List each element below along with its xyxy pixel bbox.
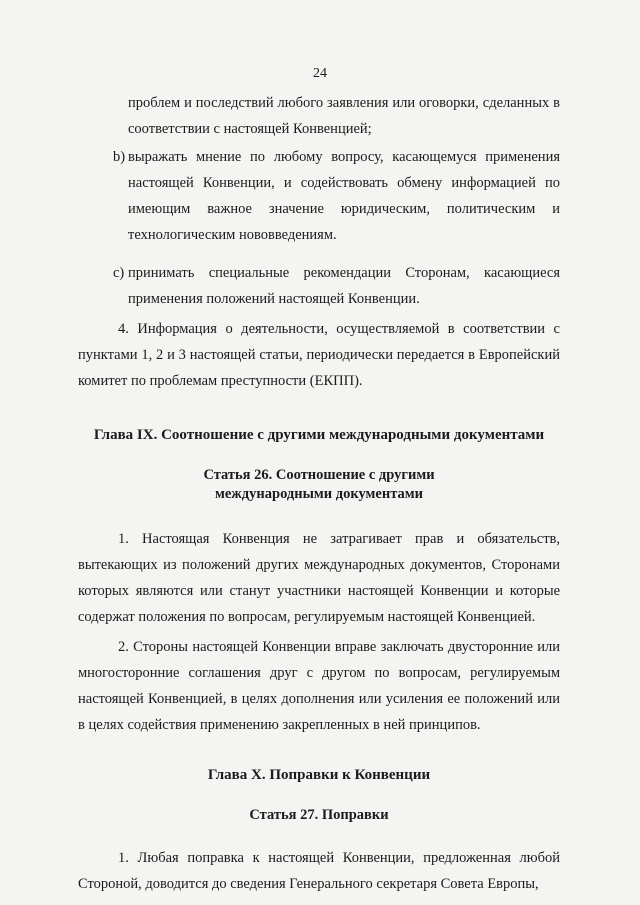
article-26-subtitle: международными документами	[214, 486, 424, 502]
list-item-text: выражать мнение по любому вопросу, касающемуся применения настоящей Конвенции, и содействовать обмену информацией по имеющим важное значение юридическим, политическим и технологическим нововведениям.	[128, 149, 560, 243]
article-26-title: Статья 26. Соотношение с другими	[203, 467, 435, 483]
list-item-text: принимать специальные рекомендации Сторонам, касающиеся применения положений настоящей Конвенции.	[128, 265, 560, 307]
item-continuation: проблем и последствий любого заявления или оговорки, сделанных в соответствии с настоящей Конвенцией;	[128, 95, 560, 137]
chapter-9-heading: Глава IX. Соотношение с другими международными документами	[93, 427, 545, 443]
page-content	[78, 90, 560, 897]
list-marker: c)	[113, 265, 125, 281]
list-item-c	[78, 260, 560, 312]
article-26-paragraph-1: 1. Настоящая Конвенция не затрагивает прав и обязательств, вытекающих из положений других международных документов, Сторонами которых являются или станут участники настоящей Конвенции и которые содержат положения по вопросам, регулируемым настоящей Конвенцией.	[78, 531, 560, 625]
article-26-paragraph-2: 2. Стороны настоящей Конвенции вправе заключать двусторонние или многосторонние соглашения друг с другом по вопросам, регулируемым настоящей Конвенцией, в целях дополнения или усиления ее положений или в целях содействия применению закрепленных в ней принципов.	[78, 639, 560, 733]
chapter-10-heading: Глава X. Поправки к Конвенции	[207, 767, 431, 783]
list-item-b	[78, 144, 560, 248]
article-27-paragraph-1: 1. Любая поправка к настоящей Конвенции, предложенная любой Стороной, доводится до сведения Генерального секретаря Совета Европы,	[78, 850, 560, 892]
paragraph-4: 4. Информация о деятельности, осуществляемой в соответствии с пунктами 1, 2 и 3 настоящей статьи, периодически передается в Европейский комитет по проблемам преступности (ЕКПП).	[78, 321, 560, 389]
list-marker: b)	[113, 149, 126, 165]
page-number: 24	[313, 66, 327, 81]
article-27-heading: Статья 27. Поправки	[249, 807, 389, 823]
article-26-heading	[78, 466, 560, 504]
